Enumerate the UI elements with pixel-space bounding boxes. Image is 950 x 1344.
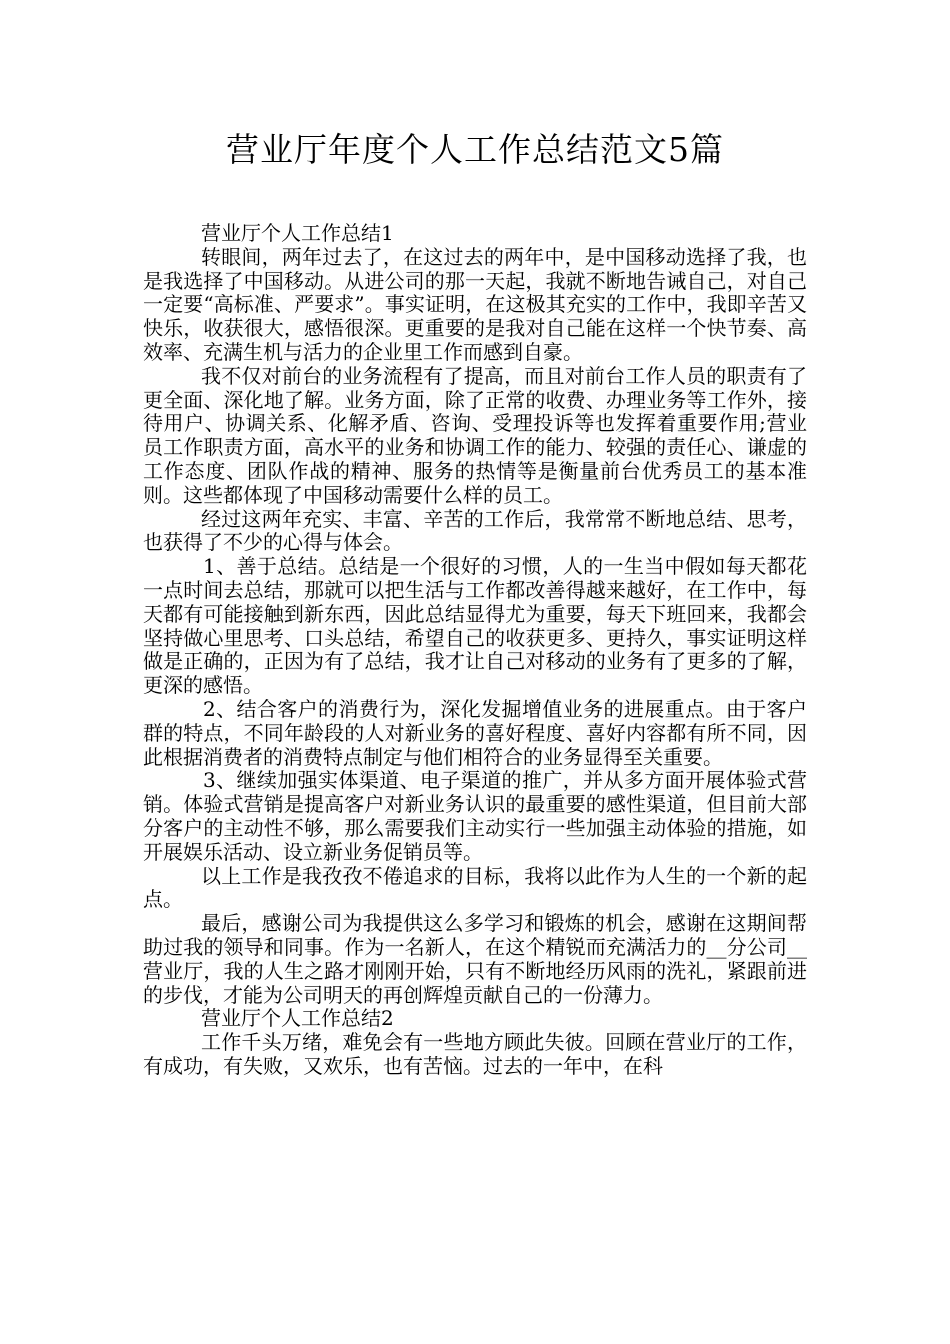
- document-title: 营业厅年度个人工作总结范文5篇: [226, 130, 724, 169]
- list-item: 2、结合客户的消费行为，深化发掘增值业务的进展重点。由于客户群的特点，不同年龄段的人对新业务的喜好程度、喜好内容都有所不同，因此根据消费者的消费特点制定与他们相符合的业务显得至关重要。: [143, 696, 807, 769]
- list-item: 3、继续加强实体渠道、电子渠道的推广，并从多方面开展体验式营销。体验式营销是提高客户对新业务认识的最重要的感性渠道，但目前大部分客户的主动性不够，那么需要我们主动实行一些加强主动体验的措施，如开展娱乐活动、设立新业务促销员等。: [143, 768, 807, 864]
- document-body: [143, 222, 807, 1079]
- paragraph: 以上工作是我孜孜不倦追求的目标，我将以此作为人生的一个新的起点。: [143, 863, 807, 912]
- paragraph: 最后，感谢公司为我提供这么多学习和锻炼的机会，感谢在这期间帮助过我的领导和同事。作为一名新人，在这个精锐而充满活力的__分公司__营业厅，我的人生之路才刚刚开始，只有不断地经历风雨的洗礼，紧跟前进的步伐，才能为公司明天的再创辉煌贡献自己的一份薄力。: [143, 911, 807, 1007]
- paragraph: 工作千头万绪，难免会有一些地方顾此失彼。回顾在营业厅的工作，有成功，有失败，又欢乐，也有苦恼。过去的一年中，在科: [143, 1030, 807, 1078]
- paragraph: 经过这两年充实、丰富、辛苦的工作后，我常常不断地总结、思考，也获得了不少的心得与体会。: [143, 506, 807, 555]
- paragraph: 转眼间，两年过去了，在这过去的两年中，是中国移动选择了我，也是我选择了中国移动。从进公司的那一天起，我就不断地告诫自己，对自己一定要“高标准、严要求”。事实证明，在这极其充实的工作中，我即辛苦又快乐，收获很大，感悟很深。更重要的是我对自己能在这样一个快节奏、高效率、充满生机与活力的企业里工作而感到自豪。: [143, 244, 807, 364]
- section-heading: 营业厅个人工作总结2: [201, 1006, 394, 1031]
- list-item: 1、善于总结。总结是一个很好的习惯，人的一生当中假如每天都花一点时间去总结，那就可以把生活与工作都改善得越来越好，在工作中，每天都有可能接触到新东西，因此总结显得尤为重要，每天下班回来，我都会坚持做心里思考、口头总结，希望自己的收获更多、更持久，事实证明这样做是正确的，正因为有了总结，我才让自己对移动的业务有了更多的了解，更深的感悟。: [143, 554, 807, 698]
- section-heading: 营业厅个人工作总结1: [201, 221, 394, 245]
- paragraph: 我不仅对前台的业务流程有了提高，而且对前台工作人员的职责有了更全面、深化地了解。业务方面，除了正常的收费、办理业务等工作外，接待用户、协调关系、化解矛盾、咨询、受理投诉等也发挥着重要作用;营业员工作职责方面，高水平的业务和协调工作的能力、较强的责任心、谦虚的工作态度、团队作战的精神、服务的热情等是衡量前台优秀员工的基本准则。这些都体现了中国移动需要什么样的员工。: [143, 363, 807, 507]
